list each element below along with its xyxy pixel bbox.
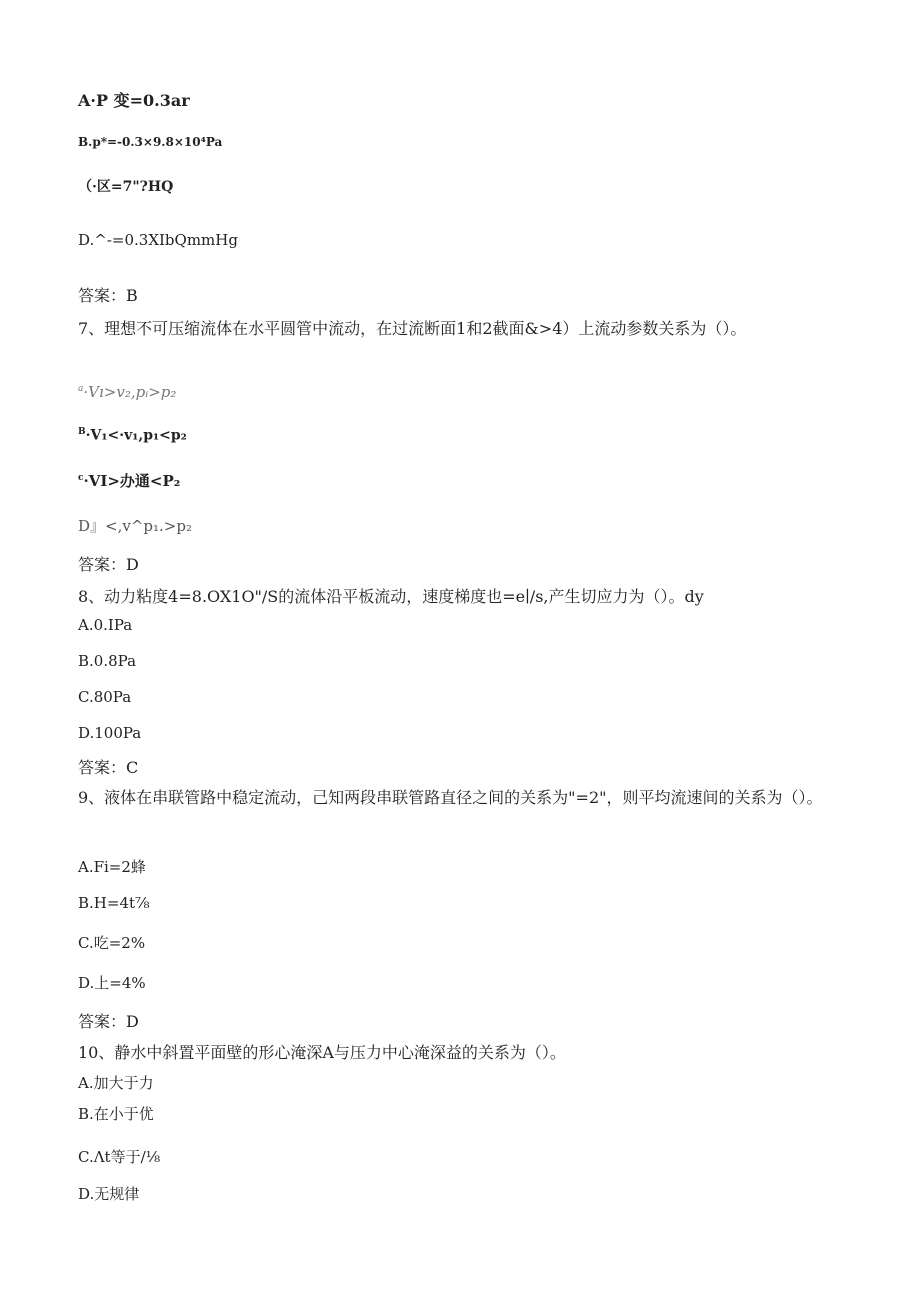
q9-option-a: A.Fi=2蜂	[78, 858, 146, 876]
q6-option-d: D.^-=0.3XIbQmmHg	[78, 231, 238, 249]
q8-stem: 8、动力粘度4=8.OX1O"/S的流体沿平板流动，速度梯度也=e∣/s,产生切应力为（）。dy	[78, 587, 704, 606]
q7-option-d: D』<,v^p₁.>p₂	[78, 517, 192, 535]
q9-option-b: B.H=4t⅞	[78, 894, 150, 912]
q7-answer: 答案：D	[78, 555, 139, 574]
q6-option-c: （·区=7"?HQ	[78, 179, 174, 195]
q6-answer: 答案：B	[78, 286, 138, 305]
q7-option-b-text: ·V₁<·v₁,p₁<p₂	[85, 427, 187, 444]
q7-option-b-marker: B	[78, 427, 86, 437]
q7-option-c-text: ·VI>办通<P₂	[83, 472, 181, 490]
q6-option-a: A·P 变=0.3ar	[78, 91, 190, 110]
q10-option-c: C.Λt等于/⅛	[78, 1148, 161, 1166]
q9-option-d: D.上=4%	[78, 974, 146, 992]
q9-stem: 9、液体在串联管路中稳定流动，己知两段串联管路直径之间的关系为"=2"，则平均流速间的关系为（）。	[78, 788, 823, 807]
q7-option-a-marker: a	[78, 384, 84, 394]
q7-option-c-marker: c	[78, 473, 84, 483]
q7-option-a	[78, 383, 176, 401]
q7-option-a-text: ·Vı>v₂,pᵢ>p₂	[83, 383, 177, 401]
q6-option-b: B.p*=-0.3×9.8×10⁴Pa	[78, 135, 223, 149]
q10-option-a: A.加大于力	[78, 1074, 154, 1092]
q9-option-c: C.吃=2%	[78, 934, 146, 952]
q10-option-b: B.在小于优	[78, 1105, 154, 1123]
q7-stem: 7、理想不可压缩流体在水平圆管中流动，在过流断面1和2截面&>4）上流动参数关系为（）。	[78, 319, 747, 338]
q7-option-b	[78, 427, 187, 444]
q10-option-d: D.无规律	[78, 1185, 140, 1203]
q8-option-c: C.80Pa	[78, 688, 132, 706]
q7-option-c	[78, 470, 180, 491]
q8-option-d: D.100Pa	[78, 724, 142, 742]
q8-answer: 答案：C	[78, 758, 139, 777]
q10-stem: 10、静水中斜置平面壁的形心淹深A与压力中心淹深益的关系为（）。	[78, 1043, 566, 1062]
q9-answer: 答案：D	[78, 1012, 139, 1031]
q8-option-a: A.0.IPa	[78, 616, 133, 634]
q8-option-b: B.0.8Pa	[78, 652, 137, 670]
